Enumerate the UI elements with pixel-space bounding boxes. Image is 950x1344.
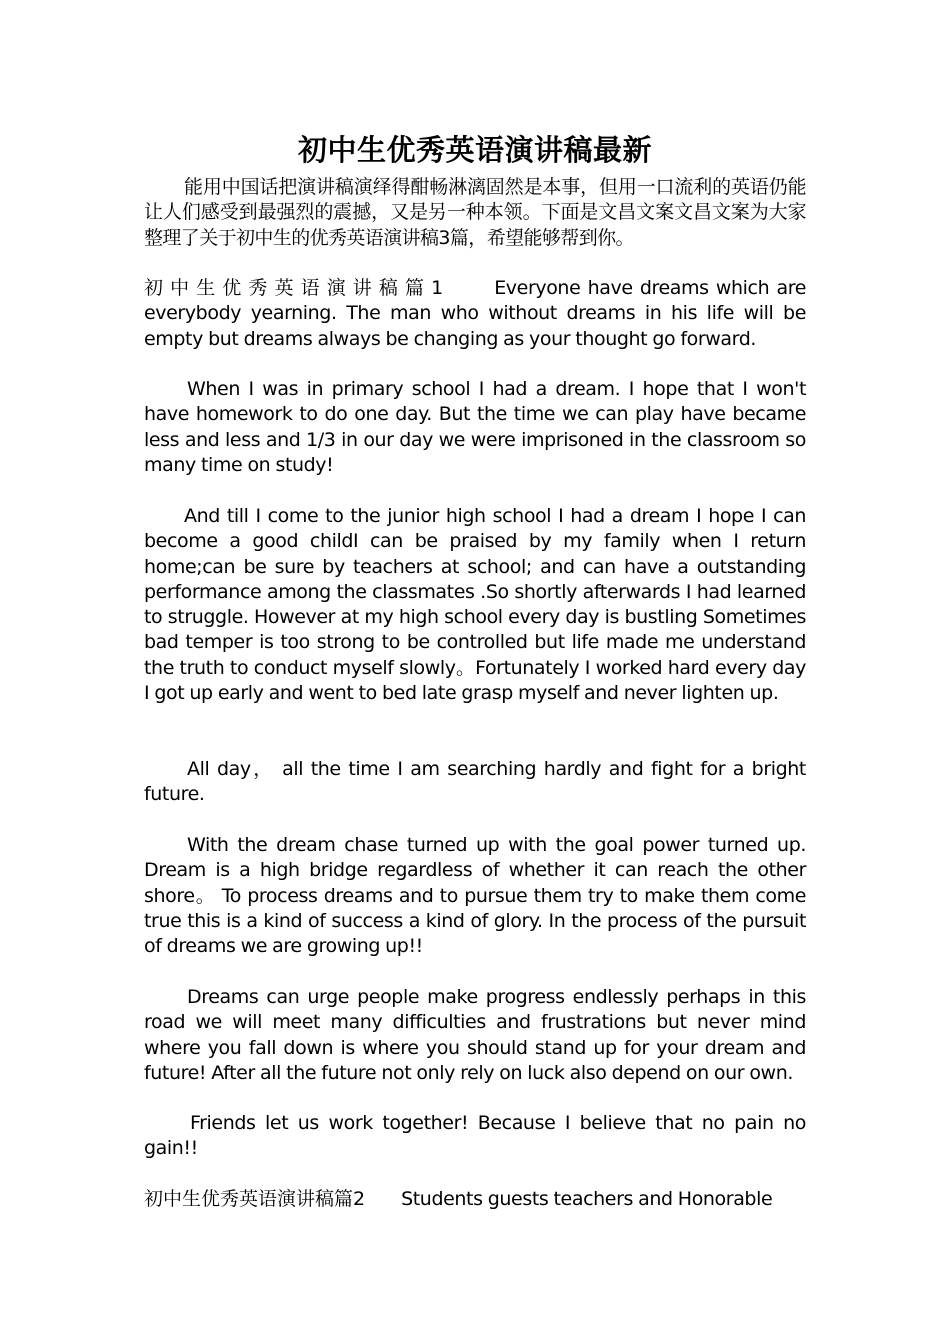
section1-first-paragraph xyxy=(144,276,806,352)
intro-paragraph: 能用中国话把演讲稿演绎得酣畅淋漓固然是本事，但用一口流利的英语仍能让人们感受到最强烈的震撼，又是另一种本领。下面是文昌文案文昌文案为大家整理了关于初中生的优秀英语演讲稿3篇，希望能够帮到你。 xyxy=(144,176,806,249)
section2-paragraph-start: Students guests teachers and Honorable xyxy=(401,1188,773,1210)
section2-first-line xyxy=(144,1187,806,1212)
section1-paragraph-2: When I was in primary school I had a dream. I hope that I won't have homework to do one day. But the time we can play have became less and less and 1/3 in our day we were imprisoned in the classroom so many time on study! xyxy=(144,378,806,476)
section2-heading: 初中生优秀英语演讲稿篇2 xyxy=(144,1188,366,1210)
section1-paragraph-1: Everyone have dreams which are everybody yearning. The man who without dreams in his life will be empty but dreams always be changing as your thought go forward. xyxy=(144,277,806,350)
section1-paragraph-3: And till I come to the junior high school I had a dream I hope I can become a good childI can be praised by my family when I return home;can be sure by teachers at school; and can have a outstanding performance among the classmates .So shortly afterwards I had learned to struggle. However at my high school every day is bustling Sometimes bad temper is too strong to be controlled but life made me understand the truth to conduct myself slowly。Fortunately I worked hard every day I got up early and went to bed late grasp myself and never lighten up. xyxy=(144,505,806,705)
section1-paragraph-5: With the dream chase turned up with the goal power turned up. Dream is a high bridge regardless of whether it can reach the other shore。 To process dreams and to pursue them try to make them come true this is a kind of success a kind of glory. In the process of the pursuit of dreams we are growing up!! xyxy=(144,834,806,958)
section1-paragraph-4: All day， all the time I am searching hardly and fight for a bright future. xyxy=(144,758,806,806)
section1-paragraph-6: Dreams can urge people make progress endlessly perhaps in this road we will meet many difficulties and frustrations but never mind where you fall down is where you should stand up for your dream and future! After all the future not only rely on luck also depend on our own. xyxy=(144,986,806,1084)
section1-paragraph-7: Friends let us work together! Because I believe that no pain no gain!! xyxy=(144,1112,806,1160)
page-title: 初中生优秀英语演讲稿最新 xyxy=(297,133,652,167)
section1-heading: 初中生优秀英语演讲稿篇1 xyxy=(144,277,449,299)
